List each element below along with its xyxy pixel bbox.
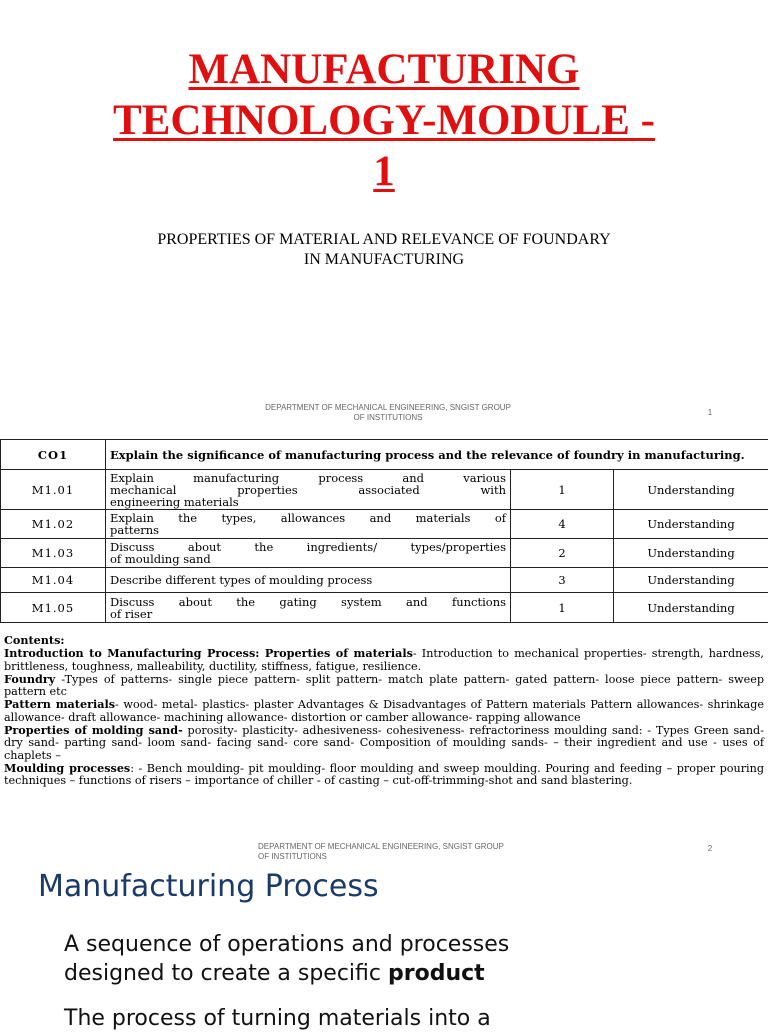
slide2-footer-line-2: OF INSTITUTIONS <box>258 852 518 862</box>
table-row <box>1 539 768 568</box>
slide1-footer-line-1: DEPARTMENT OF MECHANICAL ENGINEERING, SNGIST GROUP <box>258 403 518 413</box>
contents-sand <box>4 724 764 762</box>
row-code: M1.01 <box>1 470 106 510</box>
contents-intro-label: Introduction to Manufacturing Process: Properties of materials <box>4 646 413 660</box>
row-description <box>106 593 511 623</box>
table-row <box>1 568 768 593</box>
row-number: 4 <box>511 510 614 539</box>
contents-block <box>4 634 764 788</box>
contents-intro <box>4 647 764 673</box>
title-line-3: 1 <box>60 146 708 197</box>
contents-intro-text: - Introduction to mechanical properties- strength, hardness, brittleness, toughness, malleability, ductility, stiffness, fatigue, resilience. <box>4 647 764 672</box>
page-subtitle <box>100 230 668 270</box>
row-code: M1.04 <box>1 568 106 593</box>
table-row <box>1 593 768 623</box>
row-code: M1.03 <box>1 539 106 568</box>
table-row <box>1 470 768 510</box>
row-level: Understanding <box>614 470 768 510</box>
row-description-line: engineering materials <box>110 496 506 508</box>
row-level: Understanding <box>614 568 768 593</box>
row-description-line: mechanical properties associated with <box>110 484 506 496</box>
course-outcome-table <box>0 439 768 623</box>
row-number: 1 <box>511 470 614 510</box>
slide1-page-number: 1 <box>700 408 720 417</box>
contents-foundry-text: -Types of patterns- single piece pattern- split pattern- match plate pattern- gated pattern- loose piece pattern- sweep pattern etc <box>4 673 764 698</box>
slide3-paragraph-1-line-2 <box>64 959 754 988</box>
contents-pattern-label: Pattern materials <box>4 697 115 711</box>
header-description-cell: Explain the significance of manufacturing process and the relevance of foundry in manufacturing. <box>106 440 768 470</box>
contents-foundry <box>4 673 764 699</box>
subtitle-line-1: PROPERTIES OF MATERIAL AND RELEVANCE OF FOUNDARY <box>100 230 668 250</box>
table-row <box>1 510 768 539</box>
slide2-footer-line-1: DEPARTMENT OF MECHANICAL ENGINEERING, SNGIST GROUP <box>258 842 518 852</box>
title-line-1: MANUFACTURING <box>60 44 708 95</box>
row-description-line: patterns <box>110 524 506 536</box>
slide3-paragraph-1-text: designed to create a specific <box>64 961 388 986</box>
row-level: Understanding <box>614 593 768 623</box>
contents-moulding-text: : - Bench moulding- pit moulding- floor moulding and sweep moulding. Pouring and feeding – proper pouring techniques – functions of risers – importance of chiller - of casting – cut-off-trimming-shot and sand blastering. <box>4 762 764 787</box>
row-description-line: Explain the types, allowances and materials of <box>110 512 506 524</box>
page-title <box>60 44 708 197</box>
subtitle-line-2: IN MANUFACTURING <box>100 250 668 270</box>
row-level: Understanding <box>614 539 768 568</box>
contents-moulding <box>4 762 764 788</box>
slide2-footer <box>258 842 518 862</box>
row-code: M1.05 <box>1 593 106 623</box>
contents-sand-text: porosity- plasticity- adhesiveness- cohesiveness- refractoriness moulding sand: - Types Green sand- dry sand- parting sand- loom sand- facing sand- core sand- Composition of moulding sands- – their ingredient and use - uses of chaplets – <box>4 724 764 762</box>
row-number: 1 <box>511 593 614 623</box>
slide1-footer-line-2: OF INSTITUTIONS <box>258 413 518 423</box>
row-description-line: Explain manufacturing process and various <box>110 472 506 484</box>
row-code: M1.02 <box>1 510 106 539</box>
row-description-line: Discuss about the ingredients/ types/properties <box>110 541 506 553</box>
table-header-row <box>1 440 768 470</box>
row-number: 2 <box>511 539 614 568</box>
slide3-title: Manufacturing Process <box>38 868 379 906</box>
contents-sand-label: Properties of molding sand- <box>4 723 183 737</box>
title-line-2: TECHNOLOGY-MODULE - <box>60 95 708 146</box>
row-description-line: Discuss about the gating system and functions <box>110 596 506 608</box>
slide3-paragraph-1-line-1: A sequence of operations and processes <box>64 930 754 959</box>
contents-moulding-label: Moulding processes <box>4 761 130 775</box>
row-level: Understanding <box>614 510 768 539</box>
slide1-footer <box>258 403 518 423</box>
contents-heading: Contents: <box>4 633 65 647</box>
contents-foundry-label: Foundry <box>4 672 55 686</box>
header-code-cell: CO1 <box>1 440 106 470</box>
slide3-paragraph-1-bold: product <box>388 961 485 986</box>
contents-pattern-text: - wood- metal- plastics- plaster Advantages & Disadvantages of Pattern materials Pattern allowances- shrinkage allowance- draft allowance- machining allowance- distortion or camber allowance- rapping allowance <box>4 698 764 723</box>
row-number: 3 <box>511 568 614 593</box>
row-description <box>106 470 511 510</box>
slide3-paragraph-1 <box>64 930 754 988</box>
contents-pattern <box>4 698 764 724</box>
row-description-line: of moulding sand <box>110 553 506 565</box>
row-description-line: of riser <box>110 608 506 620</box>
row-description <box>106 539 511 568</box>
row-description-line: Describe different types of moulding process <box>110 574 506 586</box>
slide3-paragraph-2: The process of turning materials into a <box>64 1004 754 1033</box>
row-description <box>106 568 511 593</box>
slide2-page-number: 2 <box>700 844 720 853</box>
row-description <box>106 510 511 539</box>
